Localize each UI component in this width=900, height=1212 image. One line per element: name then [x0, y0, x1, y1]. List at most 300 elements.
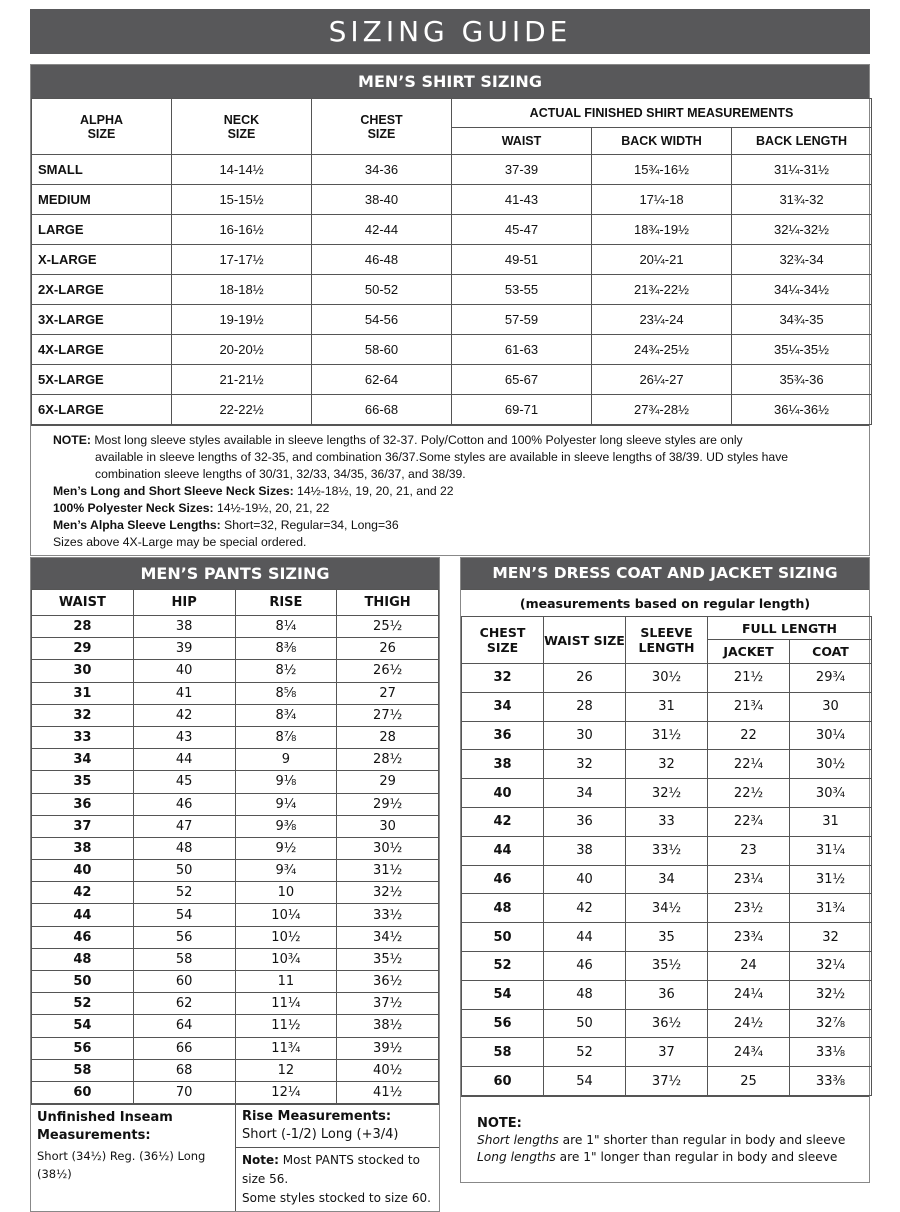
- table-cell: 38-40: [312, 185, 452, 215]
- stock-note-text: Most PANTS stocked to size 56.: [242, 1153, 420, 1187]
- table-cell: 34: [626, 865, 708, 894]
- pants-sizing-section: [30, 557, 440, 1212]
- neck-sizes-label: Men’s Long and Short Sleeve Neck Sizes:: [53, 484, 294, 498]
- table-cell: 46: [462, 865, 544, 894]
- table-cell: 46: [133, 793, 235, 815]
- table-cell: 9⅛: [235, 771, 337, 793]
- table-cell: 50: [544, 1009, 626, 1038]
- table-cell: 32½: [790, 980, 872, 1009]
- col-back-length: BACK LENGTH: [732, 128, 872, 155]
- table-cell: 33⅜: [790, 1067, 872, 1096]
- table-cell: 56: [462, 1009, 544, 1038]
- table-cell: 4X-LARGE: [32, 335, 172, 365]
- table-cell: 8⅜: [235, 638, 337, 660]
- coat-sizing-section: [460, 557, 870, 1183]
- table-cell: 33: [32, 726, 134, 748]
- table-cell: 9¾: [235, 860, 337, 882]
- table-cell: 22: [708, 721, 790, 750]
- table-cell: 39: [133, 638, 235, 660]
- table-cell: 30: [790, 692, 872, 721]
- col-sleeve-length: SLEEVE LENGTH: [626, 617, 708, 664]
- short-lengths-label: Short lengths: [477, 1132, 559, 1147]
- coat-table-row: [462, 1038, 872, 1067]
- table-cell: 31¾: [790, 894, 872, 923]
- coat-table-row: [462, 807, 872, 836]
- table-cell: 32¼: [790, 951, 872, 980]
- table-cell: 24¼: [708, 980, 790, 1009]
- table-cell: 35¼-35½: [732, 335, 872, 365]
- table-cell: 69-71: [452, 395, 592, 425]
- table-cell: 29½: [337, 793, 439, 815]
- note-label: NOTE:: [53, 433, 91, 447]
- table-cell: 64: [133, 1015, 235, 1037]
- table-cell: 9⅜: [235, 815, 337, 837]
- table-cell: 2X-LARGE: [32, 275, 172, 305]
- table-cell: 35½: [626, 951, 708, 980]
- table-cell: 52: [544, 1038, 626, 1067]
- long-lengths-text: are 1" longer than regular in body and sleeve: [555, 1149, 838, 1164]
- table-cell: 27: [337, 682, 439, 704]
- table-cell: 46: [32, 926, 134, 948]
- table-cell: 21-21½: [172, 365, 312, 395]
- table-cell: 65-67: [452, 365, 592, 395]
- table-cell: 36½: [337, 971, 439, 993]
- table-cell: 38: [544, 836, 626, 865]
- table-cell: 34-36: [312, 155, 452, 185]
- pants-table-row: [32, 771, 439, 793]
- table-cell: 42: [133, 704, 235, 726]
- table-cell: 20-20½: [172, 335, 312, 365]
- table-cell: 15-15½: [172, 185, 312, 215]
- table-cell: 30: [32, 660, 134, 682]
- table-cell: 22¼: [708, 750, 790, 779]
- table-cell: 44: [133, 749, 235, 771]
- table-cell: 45: [133, 771, 235, 793]
- table-cell: 32: [32, 704, 134, 726]
- table-cell: 50: [32, 971, 134, 993]
- table-cell: 30¼: [790, 721, 872, 750]
- table-cell: 32: [462, 664, 544, 693]
- pants-table-row: [32, 1015, 439, 1037]
- col-chest-size: CHEST SIZE: [312, 99, 452, 155]
- table-cell: 9½: [235, 837, 337, 859]
- col-waist-size: WAIST SIZE: [544, 617, 626, 664]
- shirt-table-row: [32, 305, 872, 335]
- short-lengths-text: are 1" shorter than regular in body and sleeve: [558, 1132, 846, 1147]
- table-cell: 17¼-18: [592, 185, 732, 215]
- table-cell: 46: [544, 951, 626, 980]
- pants-table-row: [32, 682, 439, 704]
- table-cell: 18-18½: [172, 275, 312, 305]
- table-cell: 42: [544, 894, 626, 923]
- note-text: available in sleeve lengths of 32-35, and combination 36/37.Some styles are available in sleeve lengths of 38/39. UD styles have: [95, 450, 789, 464]
- pants-table-row: [32, 638, 439, 660]
- stock-note-label: Note:: [242, 1153, 279, 1168]
- table-cell: 34½: [337, 926, 439, 948]
- table-cell: 12¼: [235, 1081, 337, 1103]
- shirt-table-row: [32, 365, 872, 395]
- table-cell: 37½: [337, 993, 439, 1015]
- table-cell: 58: [133, 948, 235, 970]
- table-cell: 15¾-16½: [592, 155, 732, 185]
- table-cell: 8¾: [235, 704, 337, 726]
- table-cell: 50: [133, 860, 235, 882]
- table-cell: 10¼: [235, 904, 337, 926]
- table-cell: 32⅞: [790, 1009, 872, 1038]
- pants-table-row: [32, 793, 439, 815]
- table-cell: 66: [133, 1037, 235, 1059]
- table-cell: 34: [462, 692, 544, 721]
- table-cell: 26¼-27: [592, 365, 732, 395]
- coat-note: [461, 1096, 869, 1182]
- table-cell: 38: [133, 616, 235, 638]
- table-cell: 43: [133, 726, 235, 748]
- table-cell: 35: [626, 923, 708, 952]
- coat-table-row: [462, 894, 872, 923]
- shirt-sizing-section: [30, 64, 870, 556]
- col-group-finished: ACTUAL FINISHED SHIRT MEASUREMENTS: [452, 99, 872, 128]
- pants-section-heading: MEN’S PANTS SIZING: [31, 558, 439, 589]
- table-cell: 54: [133, 904, 235, 926]
- table-cell: 36: [544, 807, 626, 836]
- table-cell: 10¾: [235, 948, 337, 970]
- coat-table-row: [462, 923, 872, 952]
- table-cell: 19-19½: [172, 305, 312, 335]
- table-cell: 32¾-34: [732, 245, 872, 275]
- table-cell: 23: [708, 836, 790, 865]
- pants-table-row: [32, 1081, 439, 1103]
- table-cell: 39½: [337, 1037, 439, 1059]
- poly-neck-label: 100% Polyester Neck Sizes:: [53, 501, 214, 515]
- table-cell: 27¾-28½: [592, 395, 732, 425]
- table-cell: 33½: [626, 836, 708, 865]
- pants-table-row: [32, 948, 439, 970]
- shirt-table-row: [32, 245, 872, 275]
- table-cell: 28: [544, 692, 626, 721]
- table-cell: 33⅛: [790, 1038, 872, 1067]
- table-cell: 8⅞: [235, 726, 337, 748]
- table-cell: 56: [133, 926, 235, 948]
- col-jacket: JACKET: [708, 640, 790, 664]
- table-cell: 21½: [708, 664, 790, 693]
- table-cell: 40: [544, 865, 626, 894]
- pants-footer: [31, 1104, 439, 1211]
- table-cell: 44: [462, 836, 544, 865]
- table-cell: 28: [32, 616, 134, 638]
- inseam-measurements: [31, 1105, 236, 1211]
- pants-table-row: [32, 616, 439, 638]
- coat-note-label: NOTE:: [477, 1115, 522, 1131]
- table-cell: 16-16½: [172, 215, 312, 245]
- table-cell: 27½: [337, 704, 439, 726]
- table-cell: 31: [790, 807, 872, 836]
- table-cell: 10½: [235, 926, 337, 948]
- table-cell: 40½: [337, 1059, 439, 1081]
- table-cell: 26: [544, 664, 626, 693]
- table-cell: 11: [235, 971, 337, 993]
- table-cell: 52: [133, 882, 235, 904]
- coat-table-row: [462, 980, 872, 1009]
- table-cell: 41: [133, 682, 235, 704]
- table-cell: 29: [337, 771, 439, 793]
- table-cell: 22¾: [708, 807, 790, 836]
- table-cell: 33½: [337, 904, 439, 926]
- table-cell: 11½: [235, 1015, 337, 1037]
- table-cell: 38: [462, 750, 544, 779]
- table-cell: 32: [790, 923, 872, 952]
- table-cell: 58: [462, 1038, 544, 1067]
- table-cell: 40: [32, 860, 134, 882]
- table-cell: 70: [133, 1081, 235, 1103]
- col-hip: HIP: [133, 590, 235, 616]
- table-cell: 29¾: [790, 664, 872, 693]
- coat-table-row: [462, 951, 872, 980]
- table-cell: 57-59: [452, 305, 592, 335]
- coat-table-row: [462, 779, 872, 808]
- table-cell: 52: [462, 951, 544, 980]
- table-cell: 35: [32, 771, 134, 793]
- table-cell: 50-52: [312, 275, 452, 305]
- table-cell: 9¼: [235, 793, 337, 815]
- table-cell: 61-63: [452, 335, 592, 365]
- table-cell: 20¼-21: [592, 245, 732, 275]
- table-cell: 37-39: [452, 155, 592, 185]
- table-cell: 54-56: [312, 305, 452, 335]
- col-coat: COAT: [790, 640, 872, 664]
- col-waist: WAIST: [32, 590, 134, 616]
- coat-table-row: [462, 1067, 872, 1096]
- table-cell: 24¾-25½: [592, 335, 732, 365]
- col-thigh: THIGH: [337, 590, 439, 616]
- table-cell: 31¾-32: [732, 185, 872, 215]
- pants-table-row: [32, 815, 439, 837]
- coat-table-row: [462, 721, 872, 750]
- table-cell: 9: [235, 749, 337, 771]
- table-cell: 22½: [708, 779, 790, 808]
- table-cell: 54: [32, 1015, 134, 1037]
- table-cell: 14-14½: [172, 155, 312, 185]
- table-cell: 22-22½: [172, 395, 312, 425]
- table-cell: 62-64: [312, 365, 452, 395]
- table-cell: 58-60: [312, 335, 452, 365]
- table-cell: 23½: [708, 894, 790, 923]
- table-cell: 66-68: [312, 395, 452, 425]
- shirt-table-row: [32, 215, 872, 245]
- special-order-note: Sizes above 4X-Large may be special ordered.: [53, 535, 307, 549]
- coat-table-row: [462, 1009, 872, 1038]
- table-cell: 60: [462, 1067, 544, 1096]
- coat-section-heading: MEN’S DRESS COAT AND JACKET SIZING: [461, 558, 869, 589]
- shirt-table-row: [32, 335, 872, 365]
- table-cell: 31¼: [790, 836, 872, 865]
- table-cell: 54: [462, 980, 544, 1009]
- table-cell: 42: [462, 807, 544, 836]
- shirt-table-row: [32, 395, 872, 425]
- table-cell: 8½: [235, 660, 337, 682]
- table-cell: 44: [32, 904, 134, 926]
- table-cell: 60: [32, 1081, 134, 1103]
- table-cell: 48: [544, 980, 626, 1009]
- table-cell: 3X-LARGE: [32, 305, 172, 335]
- note-text: Most long sleeve styles available in sleeve lengths of 32-37. Poly/Cotton and 100% Polyester long sleeve styles are only: [94, 433, 743, 447]
- table-cell: 36: [32, 793, 134, 815]
- table-cell: 31: [626, 692, 708, 721]
- sleeve-lengths-value: Short=32, Regular=34, Long=36: [224, 518, 399, 532]
- table-cell: 53-55: [452, 275, 592, 305]
- table-cell: 46-48: [312, 245, 452, 275]
- table-cell: 34: [544, 779, 626, 808]
- table-cell: 25: [708, 1067, 790, 1096]
- table-cell: 37: [32, 815, 134, 837]
- table-cell: 33: [626, 807, 708, 836]
- shirt-table-row: [32, 155, 872, 185]
- pants-table-row: [32, 860, 439, 882]
- table-cell: 24: [708, 951, 790, 980]
- table-cell: LARGE: [32, 215, 172, 245]
- neck-sizes-value: 14½-18½, 19, 20, 21, and 22: [297, 484, 454, 498]
- table-cell: 30½: [337, 837, 439, 859]
- table-cell: 48: [462, 894, 544, 923]
- col-chest-size: CHEST SIZE: [462, 617, 544, 664]
- table-cell: 28: [337, 726, 439, 748]
- table-cell: 25½: [337, 616, 439, 638]
- table-cell: 17-17½: [172, 245, 312, 275]
- page-title: SIZING GUIDE: [30, 9, 870, 54]
- table-cell: SMALL: [32, 155, 172, 185]
- coat-table-row: [462, 865, 872, 894]
- table-cell: 41-43: [452, 185, 592, 215]
- table-cell: 32: [626, 750, 708, 779]
- table-cell: 52: [32, 993, 134, 1015]
- table-cell: 30¾: [790, 779, 872, 808]
- table-cell: 38: [32, 837, 134, 859]
- sleeve-lengths-label: Men’s Alpha Sleeve Lengths:: [53, 518, 221, 532]
- table-cell: 36¼-36½: [732, 395, 872, 425]
- table-cell: 36½: [626, 1009, 708, 1038]
- table-cell: 30½: [790, 750, 872, 779]
- col-rise: RISE: [235, 590, 337, 616]
- table-cell: 68: [133, 1059, 235, 1081]
- col-waist: WAIST: [452, 128, 592, 155]
- table-cell: 29: [32, 638, 134, 660]
- table-cell: 31½: [790, 865, 872, 894]
- pants-table-row: [32, 1059, 439, 1081]
- table-cell: 18¾-19½: [592, 215, 732, 245]
- table-cell: 45-47: [452, 215, 592, 245]
- table-cell: 30½: [626, 664, 708, 693]
- table-cell: 34¼-34½: [732, 275, 872, 305]
- table-cell: 40: [462, 779, 544, 808]
- inseam-heading: Unfinished Inseam: [37, 1110, 173, 1126]
- table-cell: 8¼: [235, 616, 337, 638]
- pants-table-row: [32, 749, 439, 771]
- coat-subheading: (measurements based on regular length): [461, 589, 869, 616]
- table-cell: 32: [544, 750, 626, 779]
- col-back-width: BACK WIDTH: [592, 128, 732, 155]
- table-cell: 30: [337, 815, 439, 837]
- table-cell: 8⅝: [235, 682, 337, 704]
- table-cell: 34½: [626, 894, 708, 923]
- table-cell: 37½: [626, 1067, 708, 1096]
- pants-table-row: [32, 704, 439, 726]
- shirt-table-row: [32, 275, 872, 305]
- table-cell: 34: [32, 749, 134, 771]
- table-cell: 28½: [337, 749, 439, 771]
- table-cell: 47: [133, 815, 235, 837]
- coat-table-row: [462, 692, 872, 721]
- table-cell: 62: [133, 993, 235, 1015]
- table-cell: 60: [133, 971, 235, 993]
- shirt-notes: [31, 425, 869, 555]
- table-cell: 23¾: [708, 923, 790, 952]
- table-cell: 31½: [626, 721, 708, 750]
- table-cell: 26½: [337, 660, 439, 682]
- coat-table: [461, 616, 872, 1096]
- col-alpha-size: ALPHA SIZE: [32, 99, 172, 155]
- pants-table-row: [32, 837, 439, 859]
- table-cell: 48: [32, 948, 134, 970]
- pants-table-row: [32, 926, 439, 948]
- table-cell: 30: [544, 721, 626, 750]
- shirt-section-heading: MEN’S SHIRT SIZING: [31, 65, 869, 98]
- table-cell: 56: [32, 1037, 134, 1059]
- table-cell: 32½: [337, 882, 439, 904]
- table-cell: 32¼-32½: [732, 215, 872, 245]
- pants-table: [31, 589, 439, 1104]
- table-cell: MEDIUM: [32, 185, 172, 215]
- table-cell: 23¼: [708, 865, 790, 894]
- col-group-full-length: FULL LENGTH: [708, 617, 872, 640]
- stock-note: [236, 1148, 439, 1211]
- shirt-table: [31, 98, 872, 425]
- table-cell: 44: [544, 923, 626, 952]
- table-cell: 12: [235, 1059, 337, 1081]
- pants-table-row: [32, 660, 439, 682]
- table-cell: 58: [32, 1059, 134, 1081]
- pants-table-row: [32, 726, 439, 748]
- table-cell: 36: [462, 721, 544, 750]
- table-cell: 49-51: [452, 245, 592, 275]
- inseam-values: Short (34½) Reg. (36½) Long (38½): [37, 1149, 206, 1182]
- table-cell: 6X-LARGE: [32, 395, 172, 425]
- table-cell: 21¾-22½: [592, 275, 732, 305]
- table-cell: 35¾-36: [732, 365, 872, 395]
- table-cell: 31: [32, 682, 134, 704]
- table-cell: 48: [133, 837, 235, 859]
- table-cell: 54: [544, 1067, 626, 1096]
- table-cell: 34¾-35: [732, 305, 872, 335]
- table-cell: 21¾: [708, 692, 790, 721]
- table-cell: 40: [133, 660, 235, 682]
- pants-table-row: [32, 1037, 439, 1059]
- pants-table-row: [32, 971, 439, 993]
- table-cell: 36: [626, 980, 708, 1009]
- coat-table-row: [462, 750, 872, 779]
- table-cell: 32½: [626, 779, 708, 808]
- table-cell: 11¼: [235, 993, 337, 1015]
- table-cell: 37: [626, 1038, 708, 1067]
- pants-table-row: [32, 882, 439, 904]
- table-cell: 50: [462, 923, 544, 952]
- coat-table-row: [462, 836, 872, 865]
- table-cell: 24½: [708, 1009, 790, 1038]
- rise-measurements: [236, 1105, 439, 1148]
- table-cell: 41½: [337, 1081, 439, 1103]
- rise-values: Short (-1/2) Long (+3/4): [242, 1127, 399, 1143]
- table-cell: 23¼-24: [592, 305, 732, 335]
- table-cell: 10: [235, 882, 337, 904]
- col-neck-size: NECK SIZE: [172, 99, 312, 155]
